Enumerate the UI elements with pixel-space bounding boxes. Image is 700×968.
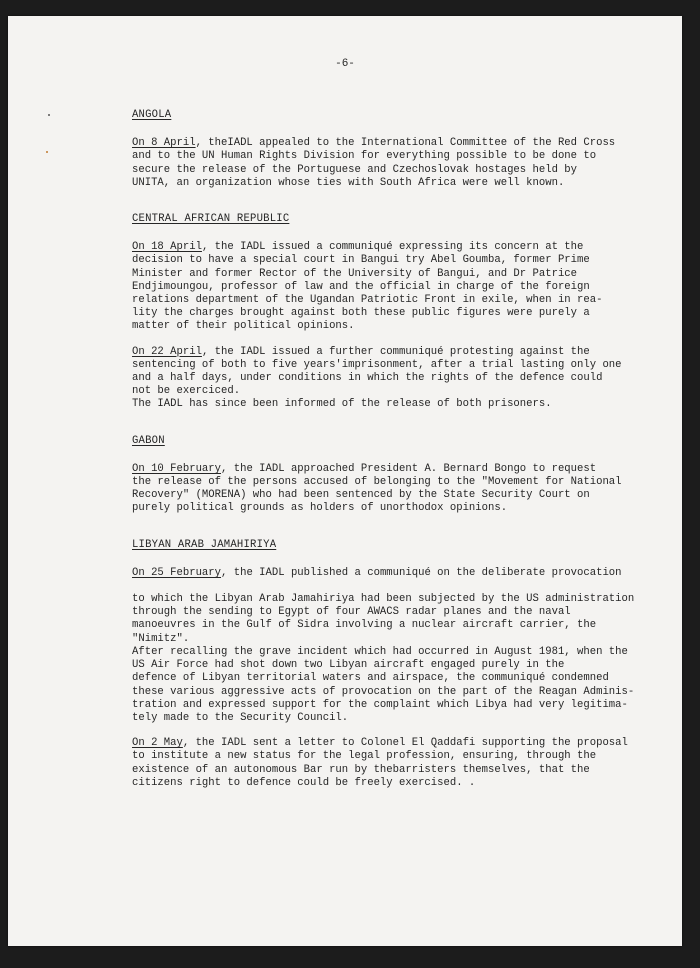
line-text: , the IADL published a communiqué on the deliberate provocation xyxy=(221,566,622,579)
text-line: to institute a new status for the legal profession, ensuring, through the xyxy=(132,750,597,763)
date-label: On 18 April xyxy=(132,241,202,254)
date-label: On 10 February xyxy=(132,462,222,475)
text-line: matter of their political opinions. xyxy=(132,320,355,333)
section xyxy=(132,213,672,412)
section-heading: GABON xyxy=(132,434,165,447)
section xyxy=(132,435,672,516)
text-line: and to the UN Human Rights Division for everything possible to be done to xyxy=(132,150,597,163)
paragraph xyxy=(132,463,672,516)
text-line: The IADL has since been informed of the release of both prisoners. xyxy=(132,398,552,411)
text-line: Endjimoungou, professor of law and the official in charge of the foreign xyxy=(132,280,590,293)
date-label: On 22 April xyxy=(132,345,202,358)
section xyxy=(132,539,672,790)
paragraph xyxy=(132,137,672,190)
paragraph xyxy=(132,567,672,725)
line-text: , the IADL sent a letter to Colonel El Qaddafi supporting the proposal xyxy=(182,737,628,750)
text-line: tration and expressed support for the complaint which Libya had very legitima- xyxy=(132,698,628,711)
text-line: decision to have a special court in Bangui try Abel Goumba, former Prime xyxy=(132,254,590,267)
section-heading: LIBYAN ARAB JAMAHIRIYA xyxy=(132,538,277,551)
text-line: the release of the persons accused of belonging to the "Movement for National xyxy=(132,476,622,489)
text-line: UNITA, an organization whose ties with South Africa were well known. xyxy=(132,176,565,189)
text-line: purely political grounds as holders of unorthodox opinions. xyxy=(132,502,508,515)
line-text: , theIADL appealed to the International Committee of the Red Cross xyxy=(195,137,616,150)
document-page xyxy=(8,16,682,946)
line-text: , the IADL issued a further communiqué protesting against the xyxy=(201,345,590,358)
text-line: these various aggressive acts of provocation on the part of the Reagan Adminis- xyxy=(132,685,635,698)
page-number: -6- xyxy=(335,58,355,70)
text-line: not be exerciced. xyxy=(132,385,241,398)
text-line: through the sending to Egypt of four AWACS radar planes and the naval xyxy=(132,606,571,619)
text-line: tely made to the Security Council. xyxy=(132,711,349,724)
text-line: defence of Libyan territorial waters and airspace, the communiqué condemned xyxy=(132,672,609,685)
document-body xyxy=(132,109,672,813)
paragraph xyxy=(132,737,672,790)
paragraph xyxy=(132,346,672,412)
text-line: Minister and former Rector of the University of Bangui, and Dr Patrice xyxy=(132,267,578,280)
text-line: citizens right to defence could be freely exercised. . xyxy=(132,776,476,789)
date-label: On 2 May xyxy=(132,737,183,750)
section-heading: CENTRAL AFRICAN REPUBLIC xyxy=(132,213,290,226)
text-line xyxy=(132,580,672,593)
text-line xyxy=(132,463,672,476)
text-line xyxy=(132,737,672,750)
text-line xyxy=(132,241,672,254)
line-text: , the IADL approached President A. Bernard Bongo to request xyxy=(221,462,597,475)
text-line xyxy=(132,346,672,359)
line-text: , the IADL issued a communiqué expressing its concern at the xyxy=(201,241,584,254)
date-label: On 8 April xyxy=(132,137,196,150)
paragraph xyxy=(132,241,672,333)
text-line: lity the charges brought against both these public figures were purely a xyxy=(132,307,590,320)
text-line: to which the Libyan Arab Jamahiriya had been subjected by the US administration xyxy=(132,593,635,606)
text-line: "Nimitz". xyxy=(132,632,190,645)
text-line: and a half days, under conditions in which the rights of the defence could xyxy=(132,372,603,385)
text-line: US Air Force had shot down two Libyan aircraft engaged purely in the xyxy=(132,659,565,672)
text-line: relations department of the Ugandan Patriotic Front in exile, when in rea- xyxy=(132,294,603,307)
text-line: manoeuvres in the Gulf of Sidra involving a nuclear aircraft carrier, the xyxy=(132,619,597,632)
margin-mark xyxy=(46,151,48,153)
margin-mark xyxy=(48,114,50,116)
date-label: On 25 February xyxy=(132,566,222,579)
text-line: sentencing of both to five years'imprisonment, after a trial lasting only one xyxy=(132,358,622,371)
section-heading: ANGOLA xyxy=(132,109,172,121)
text-line: After recalling the grave incident which had occurred in August 1981, when the xyxy=(132,645,628,658)
text-line xyxy=(132,137,672,150)
text-line xyxy=(132,567,672,580)
section xyxy=(132,109,672,190)
text-line: Recovery" (MORENA) who had been sentenced by the State Security Court on xyxy=(132,489,590,502)
text-line: existence of an autonomous Bar run by thebarristers themselves, that the xyxy=(132,763,590,776)
text-line: secure the release of the Portuguese and Czechoslovak hostages held by xyxy=(132,163,578,176)
